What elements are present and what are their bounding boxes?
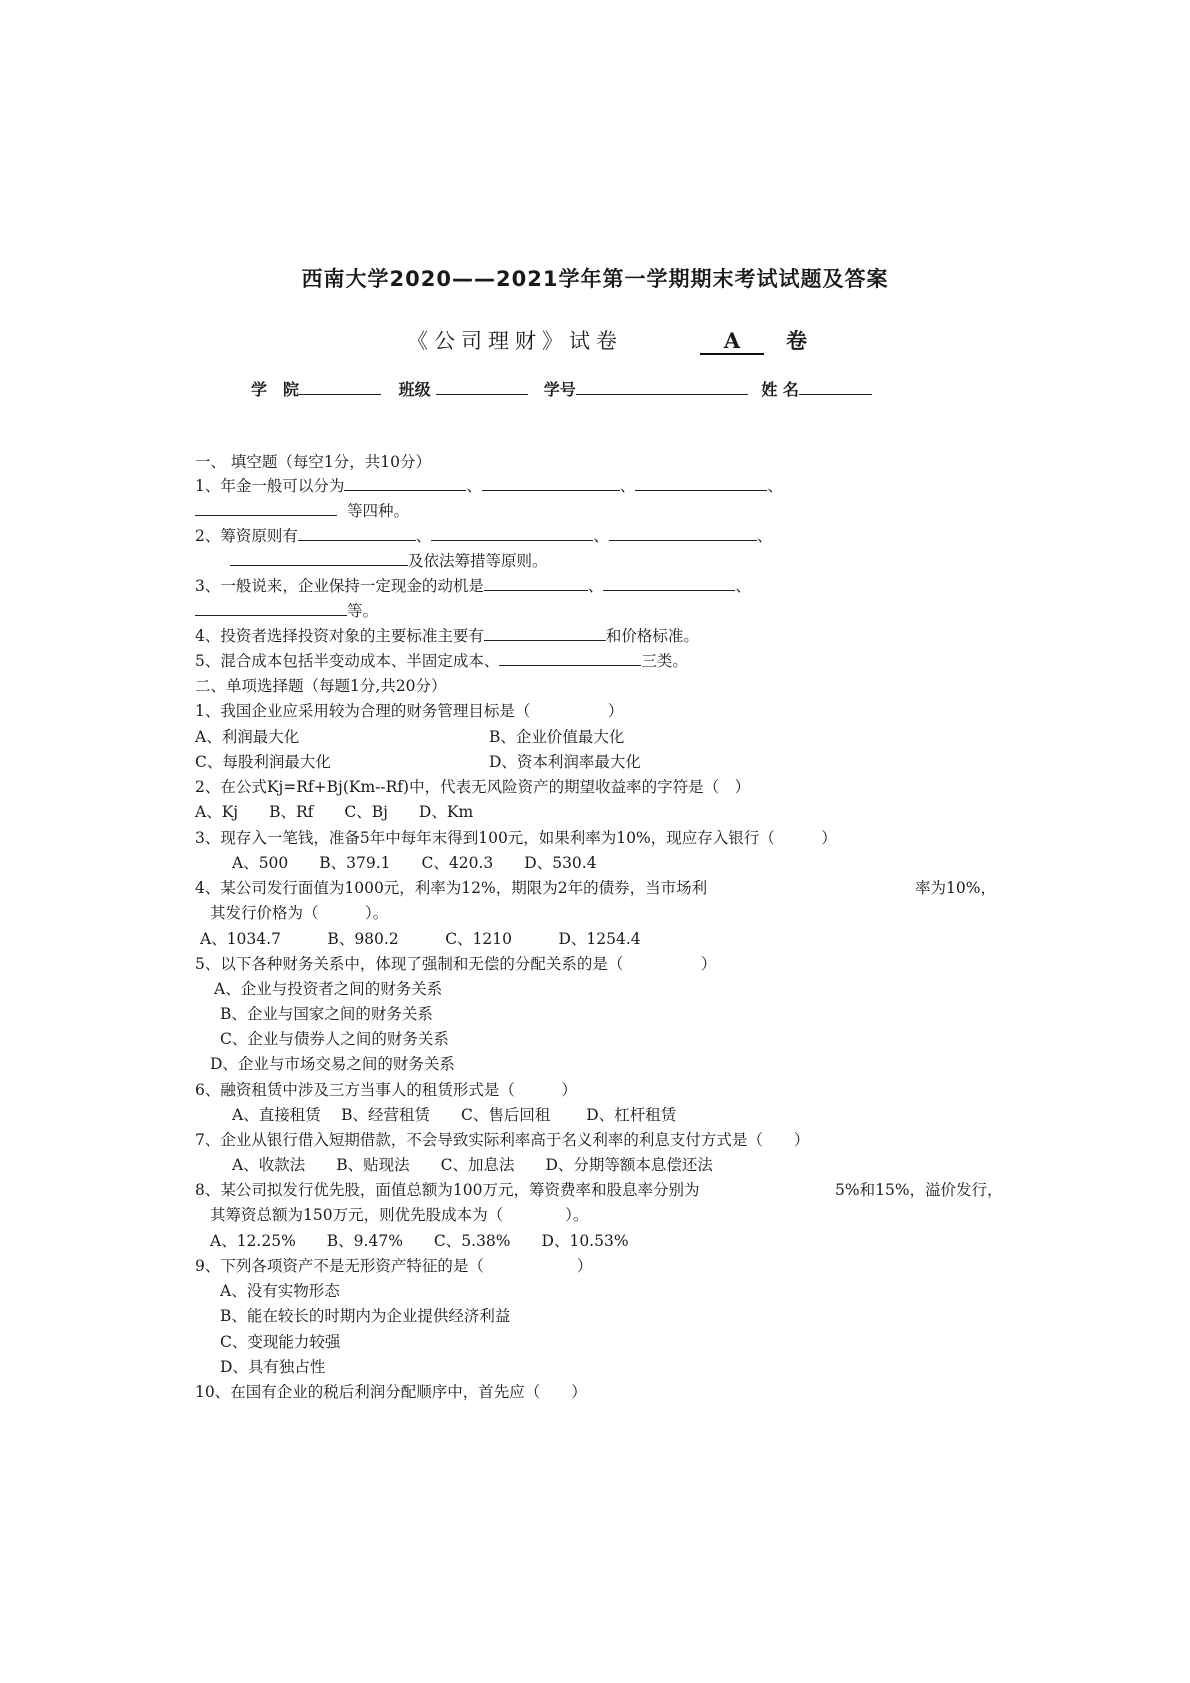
field-id-blank[interactable] — [576, 378, 748, 395]
q2-9-text: 9、下列各项资产不是无形资产特征的是（ ） — [195, 1257, 593, 1275]
paper-version-suffix: 卷 — [786, 328, 807, 353]
q1-2-blank-4[interactable] — [230, 549, 408, 566]
q2-2-text: 2、在公式Kj=Rf+Bj(Km--Rf)中，代表无风险资产的期望收益率的字符是（ ） — [195, 778, 751, 796]
q2-5-option-b[interactable]: B、企业与国家之间的财务关系 — [220, 1005, 433, 1023]
q2-7-text: 7、企业从银行借入短期借款，不会导致实际利率高于名义利率的利息支付方式是（ ） — [195, 1131, 810, 1149]
exam-title: 西南大学2020——2021学年第一学期期末考试试题及答案 — [301, 267, 889, 291]
q2-9-option-b[interactable]: B、能在较长的时期内为企业提供经济利益 — [220, 1307, 511, 1325]
q2-1-option-a[interactable]: A、利润最大化 — [195, 728, 300, 746]
q1-1-blank-3[interactable] — [635, 474, 767, 491]
q1-3-text: 3、一般说来，企业保持一定现金的动机是 、 、 — [195, 574, 751, 596]
q1-3-blank-1[interactable] — [484, 574, 588, 591]
q1-2-text: 2、筹资原则有 、 、 、 — [195, 524, 772, 546]
q2-8-text: 8、某公司拟发行优先股，面值总额为100万元，筹资费率和股息率分别为 — [195, 1181, 700, 1199]
q1-3-blank-3[interactable] — [195, 599, 347, 616]
q1-2-blank-3[interactable] — [609, 524, 757, 541]
field-name-label: 姓 名 — [761, 380, 799, 399]
field-name-blank[interactable] — [799, 378, 872, 395]
exam-subtitle: 《公司理财》试卷 — [407, 329, 623, 353]
q2-1-option-b[interactable]: B、企业价值最大化 — [489, 728, 625, 746]
student-info-row — [251, 377, 872, 400]
field-class-label: 班级 — [398, 380, 431, 399]
q1-2-blank-1[interactable] — [298, 524, 416, 541]
q2-3-text: 3、现存入一笔钱，准备5年中每年末得到100元，如果利率为10%，现应存入银行（ ） — [195, 829, 837, 847]
q1-1-text: 1、年金一般可以分为 、 、 、 — [195, 474, 783, 496]
paper-version — [700, 325, 807, 355]
q1-5-blank-1[interactable] — [499, 649, 641, 666]
q2-1-option-c[interactable]: C、每股利润最大化 — [195, 753, 331, 771]
field-college-label: 学 院 — [251, 380, 300, 399]
q2-4-text-cont: 其发行价格为（ ）。 — [210, 904, 389, 922]
field-class-blank[interactable] — [436, 378, 528, 395]
q1-1-blank-2[interactable] — [482, 474, 620, 491]
q1-3-text-cont: 等。 — [195, 599, 378, 621]
q2-4-text-tail: 率为10%， — [915, 879, 996, 897]
q1-5-text: 5、混合成本包括半变动成本、半固定成本、 三类。 — [195, 649, 688, 671]
q2-6-text: 6、融资租赁中涉及三方当事人的租赁形式是（ ） — [195, 1081, 577, 1099]
q2-1-text: 1、我国企业应采用较为合理的财务管理目标是（ ） — [195, 702, 624, 720]
q2-9-option-a[interactable]: A、没有实物形态 — [220, 1282, 340, 1300]
field-id-label: 学号 — [543, 380, 576, 399]
q1-1-blank-4[interactable] — [195, 499, 337, 516]
q2-8-text-cont: 其筹资总额为150万元，则优先股成本为（ ）。 — [210, 1206, 589, 1224]
q2-2-options[interactable]: A、Kj B、Rf C、Bj D、Km — [195, 803, 474, 821]
q2-8-options[interactable]: A、12.25% B、9.47% C、5.38% D、10.53% — [210, 1232, 629, 1250]
q2-9-option-d[interactable]: D、具有独占性 — [220, 1358, 326, 1376]
q1-1-blank-1[interactable] — [344, 474, 466, 491]
q2-9-option-c[interactable]: C、变现能力较强 — [220, 1333, 341, 1351]
q1-2-text-cont: 及依法筹措等原则。 — [230, 549, 548, 571]
q1-1-text-cont: 等四种。 — [195, 499, 409, 521]
q2-4-text: 4、某公司发行面值为1000元，利率为12%，期限为2年的债券，当市场利 — [195, 879, 708, 897]
paper-version-letter: A — [700, 328, 764, 355]
field-college-blank[interactable] — [299, 378, 381, 395]
q2-5-option-a[interactable]: A、企业与投资者之间的财务关系 — [214, 980, 443, 998]
q2-5-text: 5、以下各种财务关系中，体现了强制和无偿的分配关系的是（ ） — [195, 955, 717, 973]
q2-4-options[interactable]: A、1034.7 B、980.2 C、1210 D、1254.4 — [200, 930, 641, 948]
q1-4-text: 4、投资者选择投资对象的主要标准主要有 和价格标准。 — [195, 624, 699, 646]
q2-5-option-d[interactable]: D、企业与市场交易之间的财务关系 — [210, 1055, 455, 1073]
section-single-choice-heading: 二、单项选择题（每题1分,共20分） — [195, 677, 447, 695]
q2-8-text-tail: 5%和15%，溢价发行， — [835, 1181, 1003, 1199]
q1-2-blank-2[interactable] — [431, 524, 593, 541]
q2-1-option-d[interactable]: D、资本利润率最大化 — [489, 753, 641, 771]
q2-7-options[interactable]: A、收款法 B、贴现法 C、加息法 D、分期等额本息偿还法 — [232, 1156, 713, 1174]
q2-3-options[interactable]: A、500 B、379.1 C、420.3 D、530.4 — [232, 854, 597, 872]
section-fill-in-heading: 一、 填空题（每空1分，共10分） — [195, 453, 432, 471]
q2-6-options[interactable]: A、直接租赁 B、经营租赁 C、售后回租 D、杠杆租赁 — [232, 1106, 677, 1124]
q2-5-option-c[interactable]: C、企业与债券人之间的财务关系 — [220, 1030, 449, 1048]
q1-3-blank-2[interactable] — [603, 574, 735, 591]
q2-10-text: 10、在国有企业的税后利润分配顺序中，首先应（ ） — [195, 1383, 587, 1401]
q1-4-blank-1[interactable] — [484, 624, 606, 641]
